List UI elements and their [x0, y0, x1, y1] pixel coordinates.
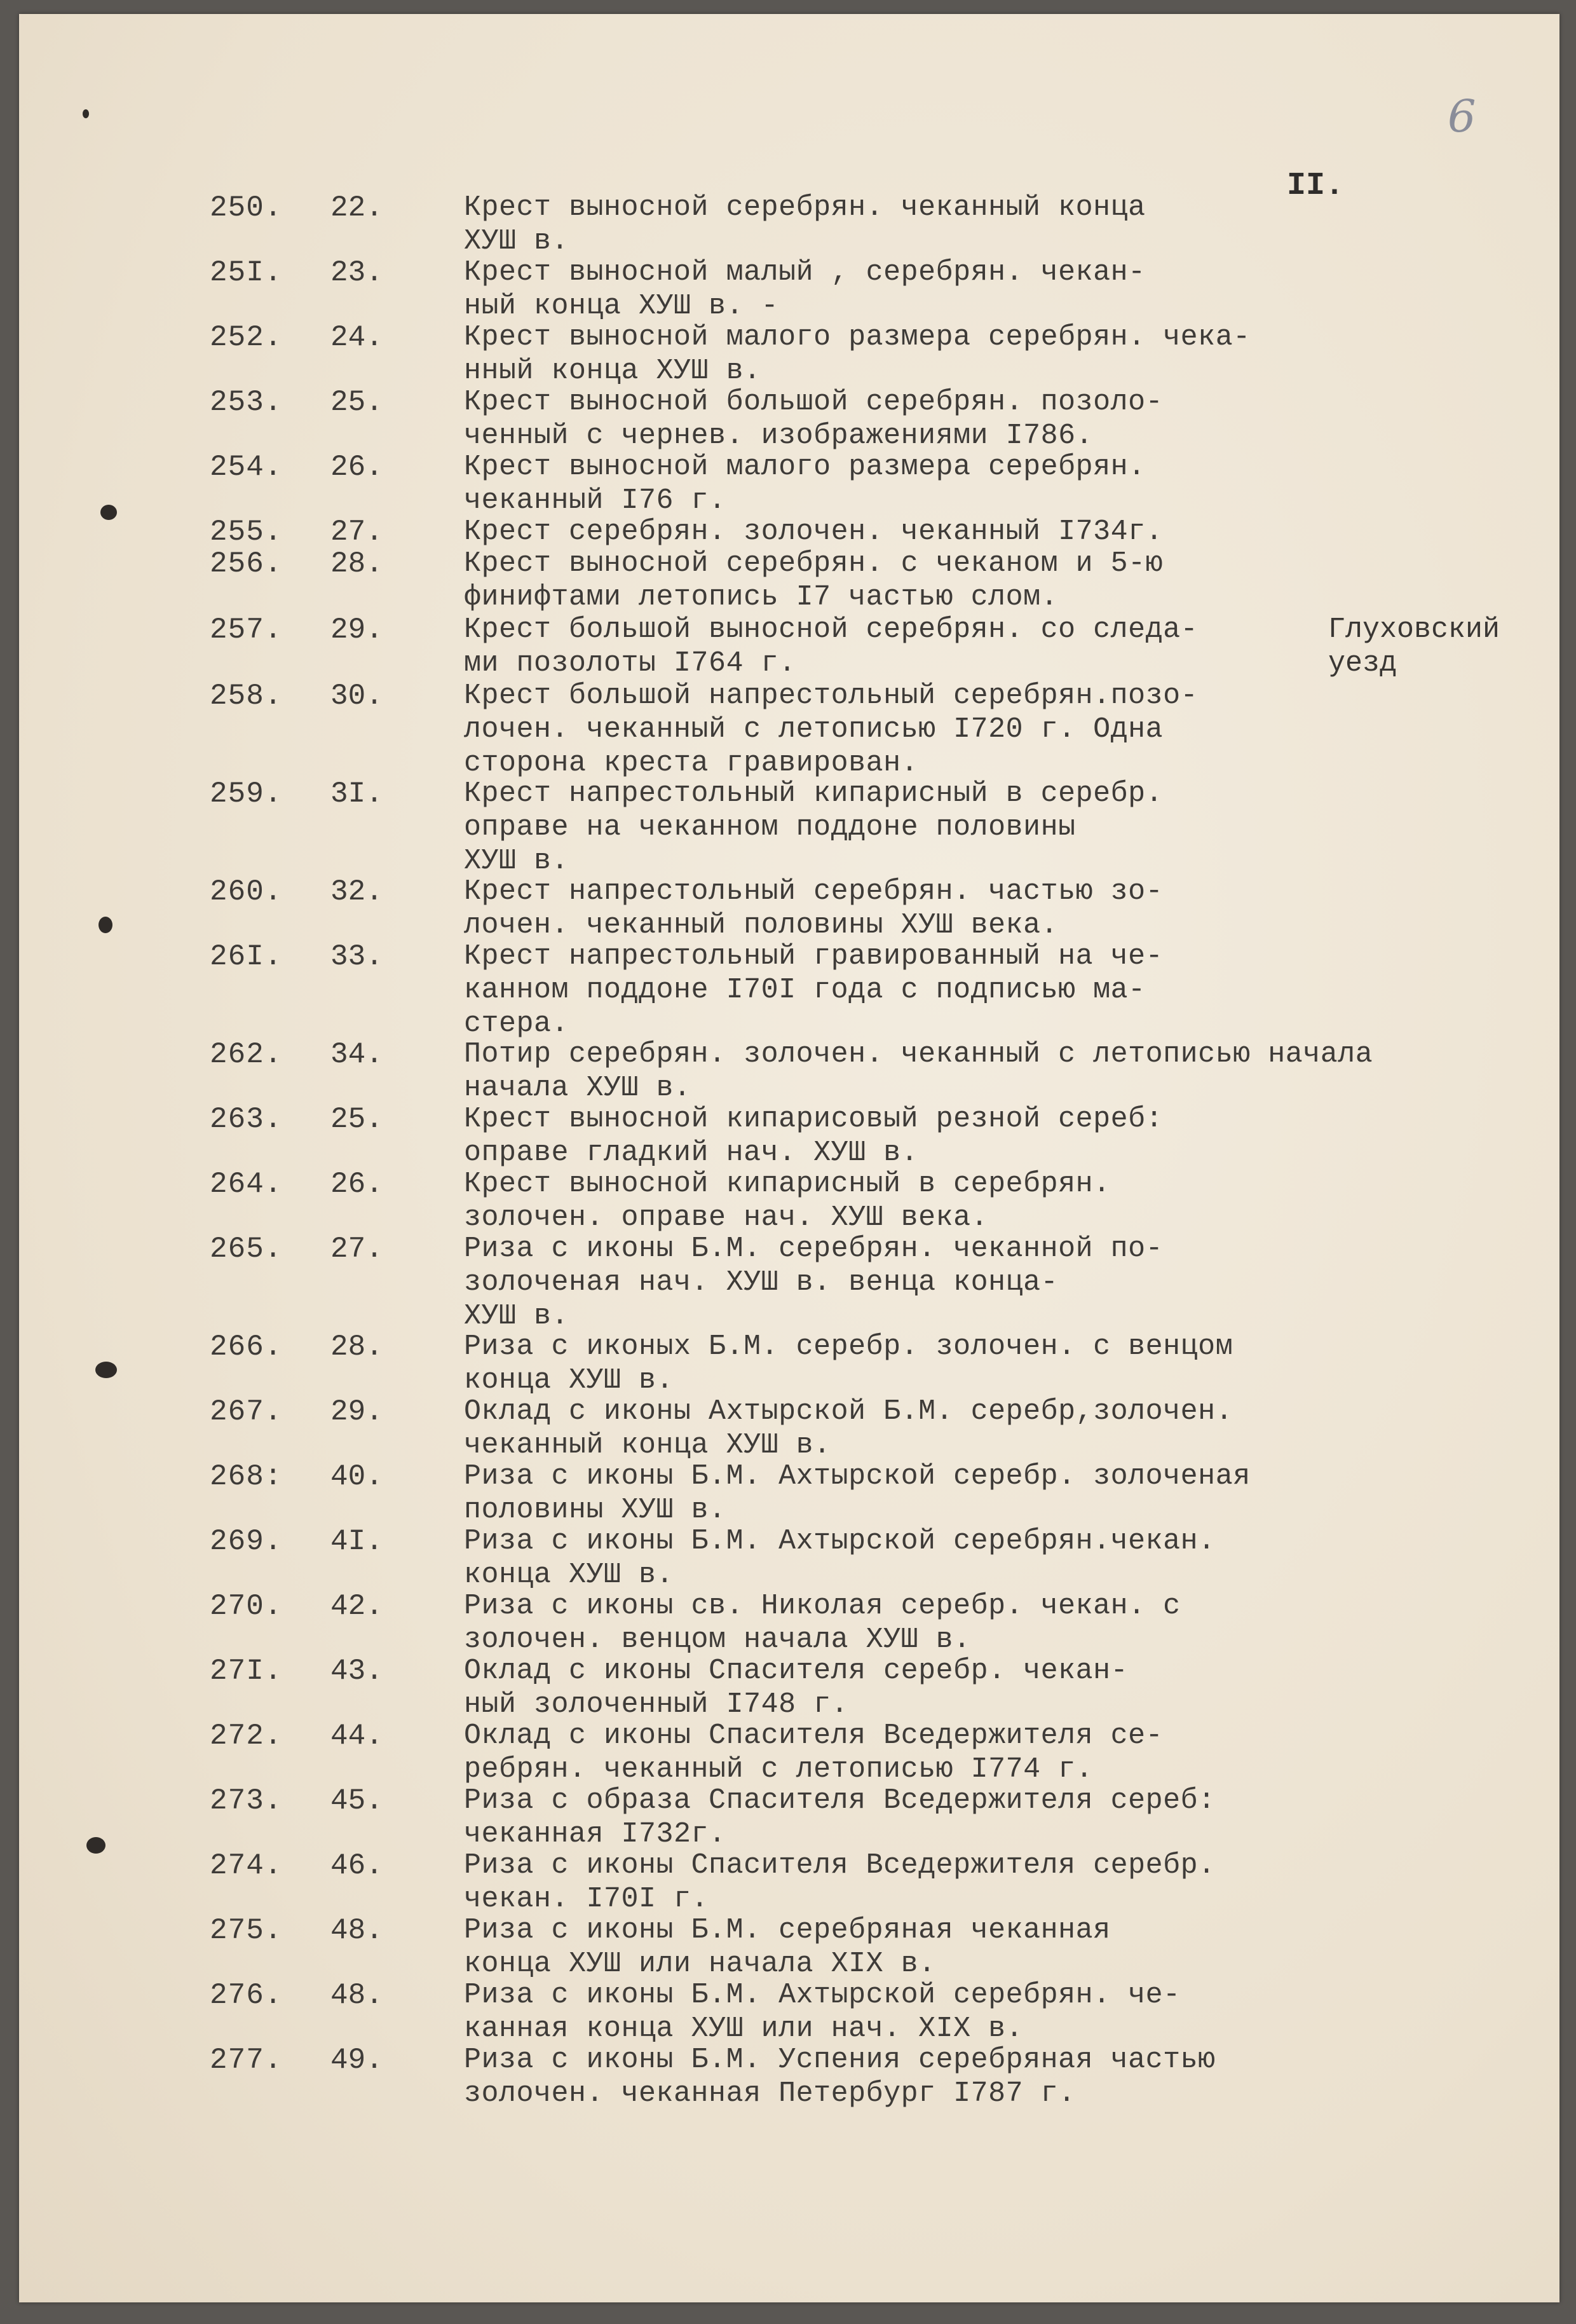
item-description: Оклад с иконы Ахтырской Б.М. серебр,золочен. чеканный конца ХУШ в.: [464, 1395, 1233, 1461]
item-subnumber: 30.: [330, 680, 383, 713]
item-description: Риза с иконы Б.М. серебряная чеканная конца ХУШ или начала XIX в.: [464, 1914, 1111, 1980]
item-subnumber: 49.: [330, 2044, 383, 2077]
item-subnumber: 42.: [330, 1590, 383, 1623]
item-description: Риза с иконы Б.М. Ахтырской серебрян. че- канная конца ХУШ или нач. XIX в.: [464, 1979, 1181, 2045]
item-subnumber: 29.: [330, 613, 383, 646]
item-subnumber: 27.: [330, 516, 383, 549]
item-subnumber: 22.: [330, 191, 383, 224]
page-number: II.: [1287, 168, 1345, 204]
item-description: Риза с иконых Б.М. серебр. золочен. с венцом конца ХУШ в.: [464, 1330, 1233, 1397]
item-description: Риза с иконы Спасителя Вседержителя серебр. чекан. I70I г.: [464, 1849, 1216, 1915]
item-description: Крест выносной малого размера серебрян. чека- нный конца ХУШ в.: [464, 321, 1251, 387]
item-description: Крест выносной малый , серебрян. чекан- ный конца ХУШ в. -: [464, 256, 1146, 322]
item-subnumber: 3I.: [330, 777, 383, 810]
item-number: 262.: [210, 1038, 283, 1071]
item-description: Риза с образа Спасителя Вседержителя сереб: чеканная I732г.: [464, 1784, 1216, 1850]
item-number: 256.: [210, 547, 283, 580]
item-number: 25I.: [210, 256, 283, 289]
item-description: Риза с иконы Б.М. Успения серебряная частью золочен. чеканная Петербург I787 г.: [464, 2044, 1216, 2110]
item-description: Крест напрестольный серебрян. частью зо- лочен. чеканный половины ХУШ века.: [464, 875, 1164, 941]
archive-sheet-number: 6: [1448, 90, 1476, 142]
item-number: 250.: [210, 191, 283, 224]
item-subnumber: 40.: [330, 1460, 383, 1493]
item-subnumber: 28.: [330, 1330, 383, 1364]
item-number: 255.: [210, 516, 283, 549]
item-number: 268:: [210, 1460, 283, 1493]
item-number: 252.: [210, 321, 283, 354]
item-subnumber: 32.: [330, 875, 383, 908]
inventory-list: [19, 14, 1559, 2302]
item-subnumber: 34.: [330, 1038, 383, 1071]
item-number: 260.: [210, 875, 283, 908]
item-number: 26I.: [210, 940, 283, 973]
item-description: Крест выносной кипарисный в серебрян. золочен. оправе нач. ХУШ века.: [464, 1168, 1111, 1234]
item-number: 272.: [210, 1719, 283, 1753]
item-description: Крест выносной большой серебрян. позоло- ченный с чернев. изображениями I786.: [464, 386, 1164, 452]
item-subnumber: 27.: [330, 1233, 383, 1266]
item-description: Риза с иконы Б.М. Ахтырской серебр. золоченая половины ХУШ в.: [464, 1460, 1251, 1526]
item-number: 277.: [210, 2044, 283, 2077]
item-subnumber: 26.: [330, 451, 383, 484]
item-description: Риза с иконы Б.М. Ахтырской серебрян.чекан. конца ХУШ в.: [464, 1525, 1216, 1591]
item-description: Риза с иконы св. Николая серебр. чекан. с золочен. венцом начала ХУШ в.: [464, 1590, 1181, 1656]
item-description: Риза с иконы Б.М. серебрян. чеканной по- золоченая нач. ХУШ в. венца конца- ХУШ в.: [464, 1233, 1164, 1332]
item-subnumber: 29.: [330, 1395, 383, 1428]
item-number: 265.: [210, 1233, 283, 1266]
item-description: Крест напрестольный гравированный на че- канном поддоне I70I года с подписью ма- стера.: [464, 940, 1164, 1040]
item-subnumber: 26.: [330, 1168, 383, 1201]
item-subnumber: 24.: [330, 321, 383, 354]
item-description: Крест серебрян. золочен. чеканный I734г.: [464, 516, 1164, 548]
item-description: Крест выносной кипарисовый резной сереб: оправе гладкий нач. ХУШ в.: [464, 1103, 1164, 1169]
margin-note: Глуховский уезд: [1328, 613, 1500, 680]
item-number: 257.: [210, 613, 283, 646]
item-subnumber: 25.: [330, 1103, 383, 1136]
item-subnumber: 48.: [330, 1979, 383, 2012]
item-description: Крест выносной серебрян. чеканный конца ХУШ в.: [464, 191, 1146, 257]
item-subnumber: 44.: [330, 1719, 383, 1753]
item-number: 270.: [210, 1590, 283, 1623]
item-number: 266.: [210, 1330, 283, 1364]
item-number: 273.: [210, 1784, 283, 1817]
item-number: 269.: [210, 1525, 283, 1558]
item-number: 275.: [210, 1914, 283, 1947]
item-description: Крест выносной серебрян. с чеканом и 5-ю финифтами летопись I7 частью слом.: [464, 547, 1164, 613]
item-subnumber: 46.: [330, 1849, 383, 1882]
item-description: Оклад с иконы Спасителя серебр. чекан- ный золоченный I748 г.: [464, 1655, 1129, 1721]
item-subnumber: 28.: [330, 547, 383, 580]
item-description: Крест большой выносной серебрян. со следа- ми позолоты I764 г.: [464, 613, 1199, 680]
item-description: Оклад с иконы Спасителя Вседержителя се- ребрян. чеканный с летописью I774 г.: [464, 1719, 1164, 1786]
item-number: 264.: [210, 1168, 283, 1201]
item-description: Потир серебрян. золочен. чеканный с летописью начала начала ХУШ в.: [464, 1038, 1373, 1104]
item-number: 259.: [210, 777, 283, 810]
document-page: [19, 14, 1559, 2302]
item-number: 274.: [210, 1849, 283, 1882]
item-description: Крест выносной малого размера серебрян. чеканный I76 г.: [464, 451, 1146, 517]
item-description: Крест напрестольный кипарисный в серебр. оправе на чеканном поддоне половины ХУШ в.: [464, 777, 1164, 877]
item-number: 258.: [210, 680, 283, 713]
item-number: 276.: [210, 1979, 283, 2012]
item-subnumber: 4I.: [330, 1525, 383, 1558]
item-number: 263.: [210, 1103, 283, 1136]
item-subnumber: 48.: [330, 1914, 383, 1947]
item-number: 27I.: [210, 1655, 283, 1688]
item-subnumber: 25.: [330, 386, 383, 419]
item-description: Крест большой напрестольный серебрян.позо- лочен. чеканный с летописью I720 г. Одна сторона креста гравирован.: [464, 680, 1199, 779]
item-number: 253.: [210, 386, 283, 419]
item-subnumber: 23.: [330, 256, 383, 289]
item-subnumber: 45.: [330, 1784, 383, 1817]
item-number: 254.: [210, 451, 283, 484]
item-subnumber: 33.: [330, 940, 383, 973]
item-subnumber: 43.: [330, 1655, 383, 1688]
item-number: 267.: [210, 1395, 283, 1428]
